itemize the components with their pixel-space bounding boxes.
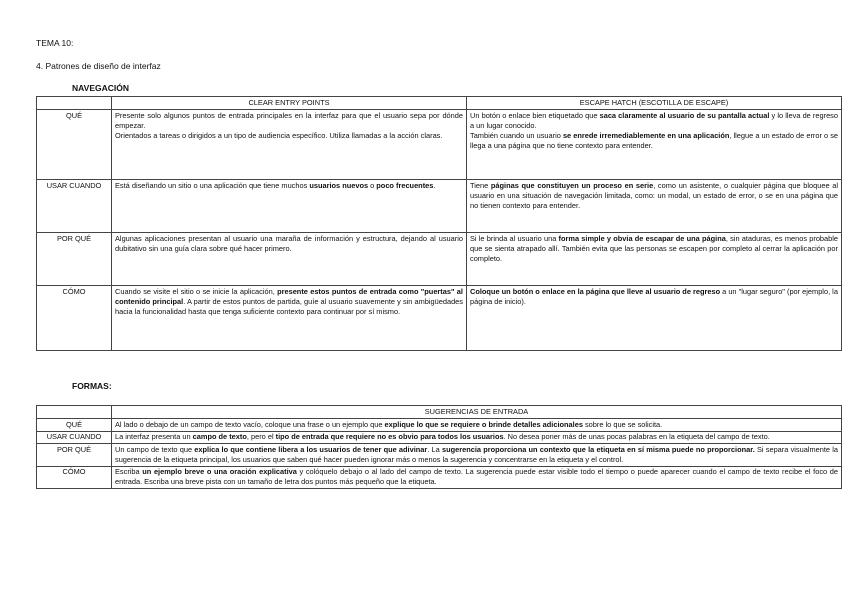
cell-clear-entry-que	[112, 110, 467, 180]
cell-clear-entry-usar-cuando	[112, 180, 467, 233]
row-label: POR QUÉ	[37, 444, 112, 467]
cell-text: , sin ataduras, es menos probable que se sienta atrapado allí. También evita que las personas se escapen por completo al cerrar la aplicación por completo.	[470, 233, 839, 263]
empty-header-cell	[37, 97, 112, 110]
cell-text: . No desea poner más de unas pocas palabras en la etiqueta del campo de texto.	[503, 432, 770, 441]
cell-clear-entry-como	[112, 286, 467, 351]
cell-text: , llegue a un estado de error o se llega a una página que no tiene contexto para entender.	[470, 130, 839, 150]
cell-sugerencias-usar-cuando	[112, 431, 842, 444]
cell-text: , pero el	[246, 432, 276, 441]
column-header-clear-entry-points: CLEAR ENTRY POINTS	[112, 97, 467, 110]
cell-paragraph	[470, 111, 838, 131]
cell-text: . La	[427, 444, 442, 454]
cell-text: . A partir de estos puntos de partida, guíe al usuario suavemente y sin ambigüedades hacia la funcionalidad hasta que tenga suficiente contexto para continuar por sí mismo.	[115, 296, 463, 316]
table-row	[37, 233, 842, 286]
cell-text: y lo lleva de regreso a un lugar conocido.	[470, 110, 838, 130]
cell-text: y colóquelo debajo o al lado del campo de texto. La sugerencia puede estar visible todo el tiempo o puede aparecer cuando el campo de texto recibe el foco de entrada. Escriba una breve pista con un tamaño de letra dos puntos más pequeño que la etiqueta.	[115, 467, 838, 486]
cell-text: Presente solo algunos puntos de entrada principales en la interfaz para que el usuario sepa por dónde empezar.	[115, 110, 463, 130]
cell-text: Al lado o debajo de un campo de texto vacío, coloque una frase o un ejemplo que	[115, 419, 385, 429]
cell-bold-text: Coloque un botón o enlace en la página que lleve al usuario de regreso	[470, 286, 721, 296]
cell-bold-text: campo de texto	[192, 432, 247, 441]
section-title-navegacion: NAVEGACIÓN	[72, 83, 129, 93]
cell-clear-entry-por-que	[112, 233, 467, 286]
row-label: USAR CUANDO	[37, 180, 112, 233]
tema-title: TEMA 10:	[36, 38, 74, 48]
table-header-row	[37, 406, 842, 419]
cell-bold-text: se enrede irremediablemente en una aplicación	[562, 130, 730, 140]
table-row	[37, 286, 842, 351]
cell-bold-text: sugerencia proporciona un contexto que la etiqueta en sí misma puede no proporcionar.	[441, 444, 755, 454]
cell-text: a un "lugar seguro" (por ejemplo, la página de inicio).	[470, 286, 838, 306]
cell-text: También cuando un usuario	[470, 130, 563, 140]
cell-text: Si separa visualmente la sugerencia de la etiqueta principal, los usuarios que saben qué hacer pueden ignorar más o menos la sugerencia y concentrarse en la etiqueta y el control.	[115, 444, 838, 464]
cell-text: La interfaz presenta un	[115, 432, 193, 441]
cell-escape-hatch-usar-cuando	[467, 180, 842, 233]
cell-text: Un botón o enlace bien etiquetado que	[470, 110, 600, 120]
cell-text: Si le brinda al usuario una	[470, 233, 559, 243]
row-label: POR QUÉ	[37, 233, 112, 286]
row-label: QUÉ	[37, 110, 112, 180]
table-row	[37, 466, 842, 489]
navegacion-table	[36, 96, 842, 351]
table-row	[37, 180, 842, 233]
row-label: CÓMO	[37, 286, 112, 351]
formas-table	[36, 405, 842, 489]
section-title-formas: FORMAS:	[72, 381, 112, 391]
cell-sugerencias-como	[112, 466, 842, 489]
column-header-escape-hatch: ESCAPE HATCH (ESCOTILLA DE ESCAPE)	[467, 97, 842, 110]
table-header-row	[37, 97, 842, 110]
cell-escape-hatch-como	[467, 286, 842, 351]
cell-bold-text: tipo de entrada que requiere no es obvio para todos los usuarios	[275, 432, 504, 441]
row-label: CÓMO	[37, 466, 112, 489]
cell-text: Cuando se visite el sitio o se inicie la aplicación,	[115, 286, 278, 296]
table-row	[37, 444, 842, 467]
cell-escape-hatch-por-que	[467, 233, 842, 286]
cell-bold-text: explique lo que se requiere o brinde detalles adicionales	[384, 419, 583, 429]
empty-header-cell	[37, 406, 112, 419]
cell-sugerencias-que	[112, 419, 842, 432]
column-header-sugerencias: SUGERENCIAS DE ENTRADA	[112, 406, 842, 419]
table-row	[37, 431, 842, 444]
cell-text: Un campo de texto que	[115, 444, 195, 454]
cell-text: Escriba	[115, 467, 143, 476]
cell-bold-text: páginas que constituyen un proceso en serie	[490, 180, 654, 190]
cell-text: Está diseñando un sitio o una aplicación que tiene muchos	[115, 180, 310, 190]
row-label: USAR CUANDO	[37, 431, 112, 444]
cell-text: Algunas aplicaciones presentan al usuario una maraña de información y estructura, dejando al usuario dubitativo sin una guía clara sobre qué hacer primero.	[115, 233, 463, 253]
cell-paragraph	[470, 131, 838, 151]
cell-text: .	[433, 180, 436, 190]
table-row	[37, 110, 842, 180]
cell-bold-text: presente estos puntos de entrada como "puertas" al contenido principal	[115, 286, 463, 306]
cell-bold-text: explica lo que contiene libera a los usuarios de tener que adivinar	[194, 444, 428, 454]
cell-bold-text: forma simple y obvia de escapar de una página	[558, 233, 726, 243]
subtitle: 4. Patrones de diseño de interfaz	[36, 61, 161, 71]
cell-bold-text: saca claramente al usuario de su pantalla actual	[599, 110, 770, 120]
cell-escape-hatch-que	[467, 110, 842, 180]
table-row	[37, 419, 842, 432]
cell-text: , como un asistente, o cualquier página que bloquee al usuario en una situación de navegación limitada, como: un modal, un estado de error, o se en una página que no tienen contexto para entender.	[470, 180, 838, 210]
cell-bold-text: poco frecuentes	[376, 180, 434, 190]
cell-text: sobre lo que se solicita.	[582, 419, 663, 429]
cell-bold-text: usuarios nuevos	[309, 180, 369, 190]
row-label: QUÉ	[37, 419, 112, 432]
cell-text: o	[368, 180, 377, 190]
cell-sugerencias-por-que	[112, 444, 842, 467]
cell-text: Orientados a tareas o dirigidos a un tipo de audiencia específico. Utiliza llamadas a la acción claras.	[115, 130, 443, 140]
cell-text: Tiene	[470, 180, 491, 190]
cell-bold-text: un ejemplo breve o una oración explicativa	[142, 467, 297, 476]
